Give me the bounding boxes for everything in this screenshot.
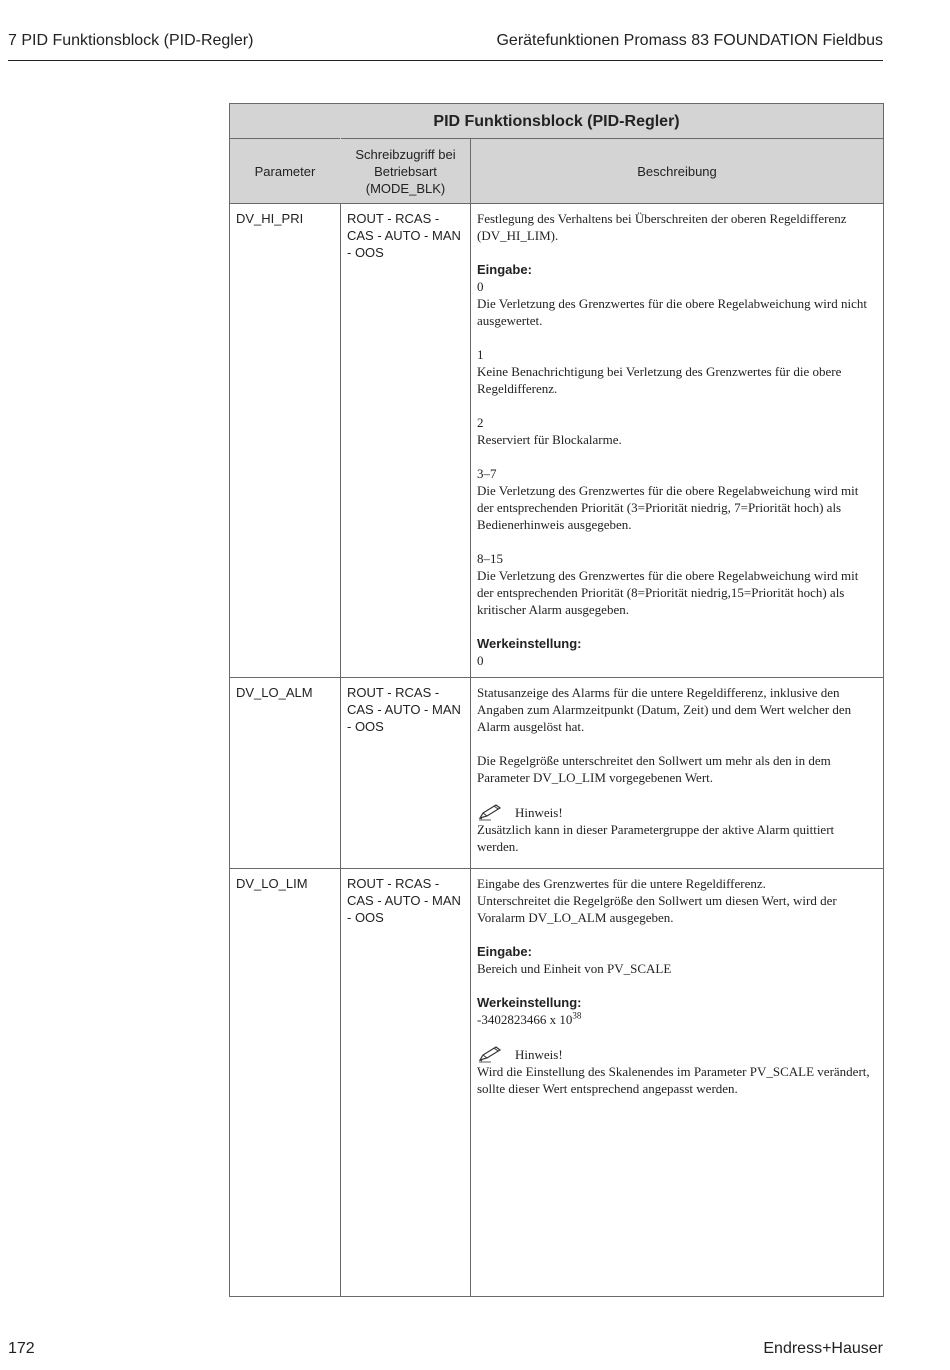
- option-text: Die Verletzung des Grenzwertes für die obere Regelabweichung wird mit der entsprechenden Priorität (3=Priorität niedrig, 7=Priorität hoch) als Bedienerhinweis ausgegeben.: [477, 483, 859, 532]
- option-text: Reserviert für Blockalarme.: [477, 432, 622, 447]
- access-modes: ROUT - RCAS - CAS - AUTO - MAN - OOS: [341, 204, 471, 678]
- header-rule: [8, 60, 883, 61]
- description-text: Eingabe des Grenzwertes für die untere Regeldifferenz.: [477, 876, 766, 891]
- option-text: Keine Benachrichtigung bei Verletzung des Grenzwertes für die obere Regeldifferenz.: [477, 364, 842, 396]
- default-value: 0: [477, 653, 484, 668]
- option-value: 1: [477, 347, 484, 362]
- header-document-title: Gerätefunktionen Promass 83 FOUNDATION Fieldbus: [496, 32, 883, 49]
- default-label: Werkeinstellung:: [477, 995, 582, 1010]
- parameter-table: [229, 103, 884, 1297]
- header-chapter: 7 PID Funktionsblock (PID-Regler): [8, 32, 254, 49]
- input-label: Eingabe:: [477, 262, 532, 277]
- table-title: PID Funktionsblock (PID-Regler): [230, 104, 884, 139]
- option-value: 8–15: [477, 551, 503, 566]
- default-label: Werkeinstellung:: [477, 636, 582, 651]
- param-name: DV_LO_LIM: [230, 869, 341, 1297]
- description-cell: [471, 204, 884, 678]
- option-value: 0: [477, 279, 484, 294]
- param-name: DV_HI_PRI: [230, 204, 341, 678]
- table-row: [230, 678, 884, 869]
- note-label: Hinweis!: [515, 1046, 563, 1062]
- description-text: Festlegung des Verhaltens bei Überschreiten der oberen Regeldifferenz (DV_HI_LIM).: [477, 211, 847, 243]
- option-text: Die Verletzung des Grenzwertes für die obere Regelabweichung wird mit der entsprechenden Priorität (8=Priorität niedrig,15=Priorität hoch) als kritischer Alarm ausgegeben.: [477, 568, 859, 617]
- col-header-description: Beschreibung: [471, 139, 884, 204]
- pencil-note-icon: [477, 1045, 503, 1063]
- description-text: Statusanzeige des Alarms für die untere Regeldifferenz, inklusive den Angaben zum Alarmzeitpunkt (Datum, Zeit) und dem Wert welcher den Alarm ausgelöst hat.: [477, 685, 852, 734]
- col-header-access: Schreibzugriff bei Betriebsart (MODE_BLK): [341, 139, 471, 204]
- option-value: 2: [477, 415, 484, 430]
- access-modes: ROUT - RCAS - CAS - AUTO - MAN - OOS: [341, 678, 471, 869]
- description-cell: [471, 869, 884, 1297]
- col-header-parameter: Parameter: [230, 139, 341, 204]
- option-text: Die Verletzung des Grenzwertes für die obere Regelabweichung wird nicht ausgewertet.: [477, 296, 867, 328]
- input-label: Eingabe:: [477, 944, 532, 959]
- description-text: Die Regelgröße unterschreitet den Sollwert um mehr als den in dem Parameter DV_LO_LIM vorgegebenen Wert.: [477, 753, 831, 785]
- table-row: [230, 869, 884, 1297]
- input-text: Bereich und Einheit von PV_SCALE: [477, 961, 672, 976]
- pencil-note-icon: [477, 803, 503, 821]
- page-number: 172: [8, 1340, 35, 1357]
- param-name: DV_LO_ALM: [230, 678, 341, 869]
- description-text: Unterschreitet die Regelgröße den Sollwert um diesen Wert, wird der Voralarm DV_LO_ALM ausgegeben.: [477, 893, 837, 925]
- default-exponent: 38: [572, 1010, 582, 1021]
- default-value: -3402823466 x 10: [477, 1012, 573, 1027]
- option-value: 3–7: [477, 466, 497, 481]
- access-modes: ROUT - RCAS - CAS - AUTO - MAN - OOS: [341, 869, 471, 1297]
- note-text: Wird die Einstellung des Skalenendes im Parameter PV_SCALE verändert, sollte dieser Wert entsprechend angepasst werden.: [477, 1064, 870, 1096]
- note-text: Zusätzlich kann in dieser Parametergruppe der aktive Alarm quittiert werden.: [477, 822, 835, 854]
- brand-name: Endress+Hauser: [763, 1340, 883, 1357]
- table-row: [230, 204, 884, 678]
- description-cell: [471, 678, 884, 869]
- note-label: Hinweis!: [515, 804, 563, 820]
